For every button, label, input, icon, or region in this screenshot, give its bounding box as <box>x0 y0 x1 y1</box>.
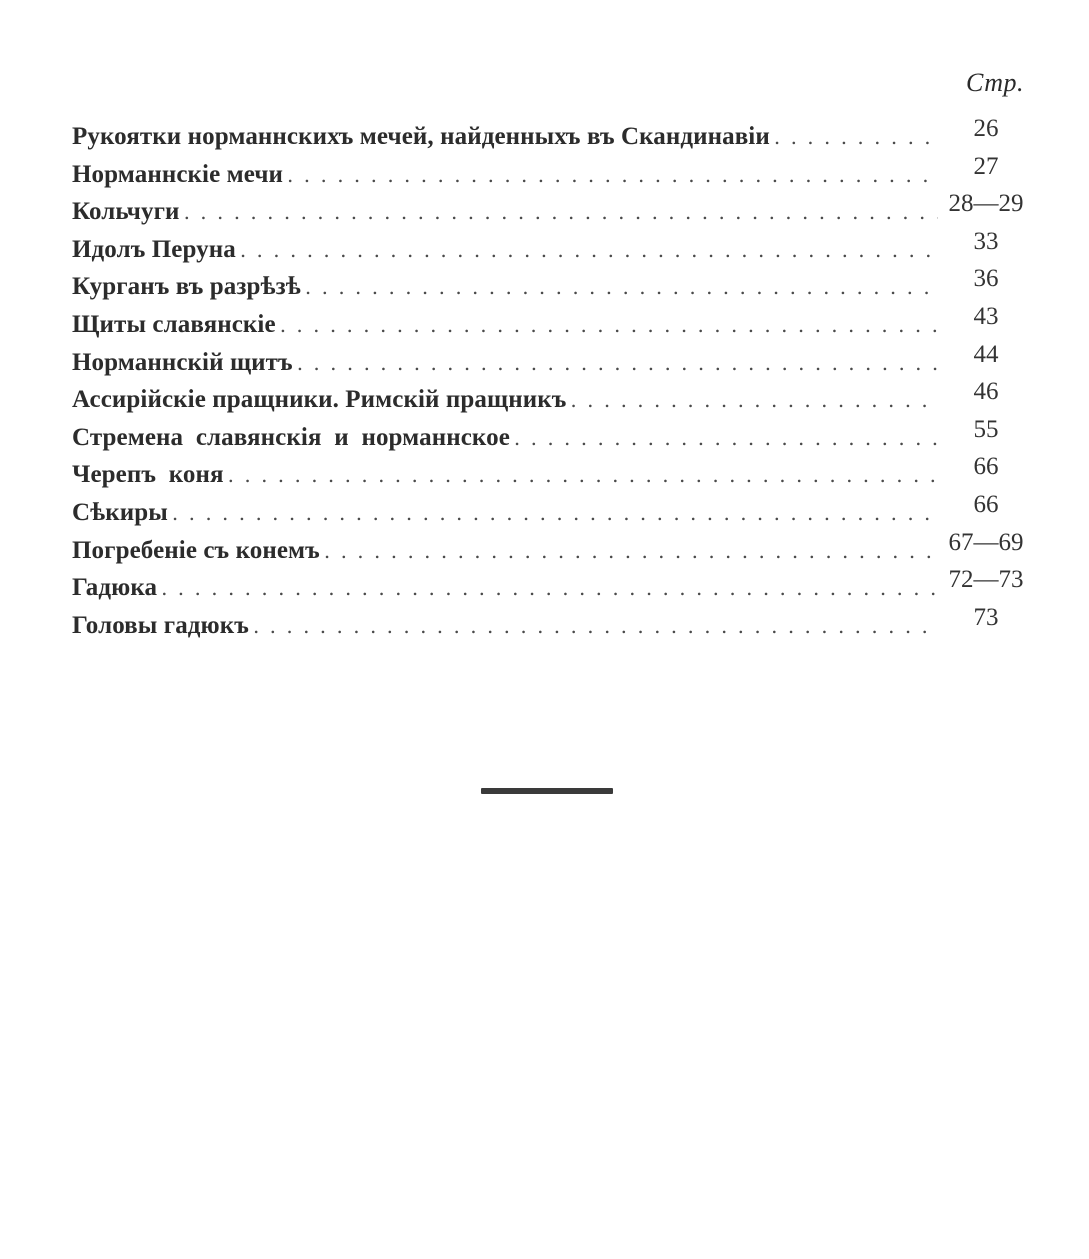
toc-row <box>72 453 1028 494</box>
toc-entry-page: 73 <box>973 603 999 631</box>
toc-entry-title: Погребеніе съ конемъ <box>72 536 320 564</box>
toc-entry-page: 33 <box>973 227 999 255</box>
toc-entry-page: 66 <box>973 453 999 481</box>
toc-entry-title: Норманнскій щитъ <box>72 348 293 376</box>
dot-leader <box>172 495 938 533</box>
dot-leader <box>514 420 938 458</box>
toc-row <box>72 566 1028 607</box>
dot-leader <box>253 608 938 646</box>
dot-leader <box>774 119 938 157</box>
toc-entry-page: 36 <box>973 265 999 293</box>
toc-entry-title: Ассирійскіе пращники. Римскій пращникъ <box>72 386 567 414</box>
toc-entry-page: 66 <box>973 490 999 518</box>
section-end-rule <box>481 788 613 794</box>
toc-row <box>72 603 1028 645</box>
toc-entry-title: Идолъ Перуна <box>72 235 236 263</box>
toc-entry-page: 43 <box>973 302 999 330</box>
toc-entry-page: 26 <box>973 115 999 142</box>
dot-leader <box>280 307 938 345</box>
dot-leader <box>297 345 938 383</box>
toc-entry-page: 27 <box>973 152 999 180</box>
page-column-header: Стр. <box>966 68 1024 97</box>
toc-row <box>72 152 1028 194</box>
toc-entry-title: Кольчуги <box>72 198 180 226</box>
toc-row <box>72 302 1028 344</box>
toc-entry-page: 55 <box>973 415 999 443</box>
toc-row <box>72 415 1028 457</box>
toc-entry-title: Сѣкиры <box>72 498 168 526</box>
toc-row <box>72 115 1028 156</box>
toc-entry-title: Щиты славянскіе <box>72 310 276 338</box>
dot-leader <box>161 570 938 608</box>
toc-entry-title: Рукоятки норманнскихъ мечей, найденныхъ въ Скандинавіи <box>72 123 770 150</box>
dot-leader <box>324 533 938 571</box>
toc-row <box>72 490 1028 532</box>
toc-entry-title: Стремена славянскія и норманнское <box>72 423 510 451</box>
toc-entry-page: 28—29 <box>948 190 1024 218</box>
toc-entry-page: 72—73 <box>948 566 1024 594</box>
toc-row <box>72 340 1028 382</box>
toc-entry-page: 44 <box>973 340 999 368</box>
toc-entry-title: Головы гадюкъ <box>72 611 249 639</box>
dot-leader <box>305 269 938 307</box>
toc-row <box>72 265 1028 306</box>
toc-row <box>72 528 1028 570</box>
toc-entry-title: Норманнскіе мечи <box>72 160 284 188</box>
toc-entry-title: Черепъ коня <box>72 461 224 489</box>
toc-entry-page: 67—69 <box>948 528 1024 556</box>
dot-leader <box>228 457 938 495</box>
dot-leader <box>184 194 938 232</box>
dot-leader <box>240 232 938 270</box>
illustrations-list <box>72 115 1028 644</box>
toc-row <box>72 190 1028 231</box>
toc-row <box>72 227 1028 269</box>
dot-leader <box>570 382 938 420</box>
dot-leader <box>287 157 938 195</box>
toc-row <box>72 378 1028 419</box>
toc-entry-title: Курганъ въ разрѣзѣ <box>72 273 301 301</box>
toc-entry-title: Гадюка <box>72 574 158 602</box>
toc-entry-page: 46 <box>973 378 999 406</box>
